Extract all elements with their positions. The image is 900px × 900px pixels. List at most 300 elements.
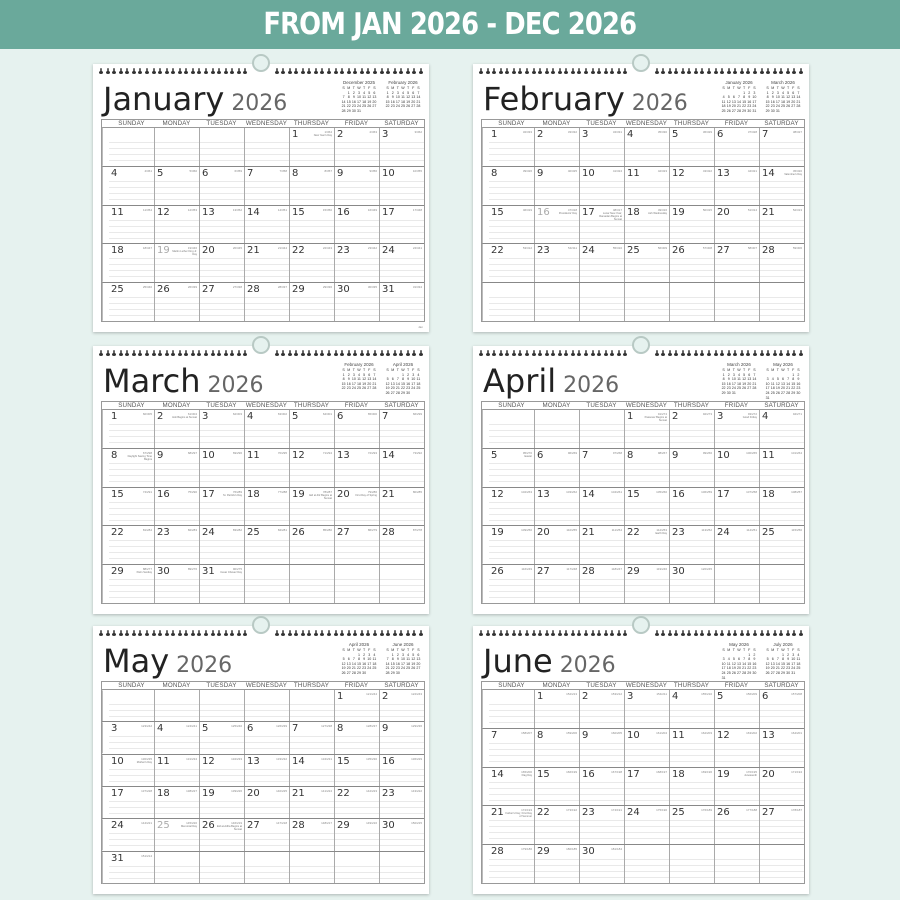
- day-cell[interactable]: [759, 690, 804, 728]
- day-cell[interactable]: [624, 449, 669, 487]
- day-cell[interactable]: [289, 787, 334, 818]
- mini-date: 12: [362, 377, 367, 382]
- day-cell[interactable]: [109, 787, 154, 818]
- day-cell[interactable]: [109, 449, 154, 487]
- day-cell[interactable]: [334, 128, 379, 166]
- day-cell[interactable]: [199, 565, 244, 603]
- day-cell[interactable]: [199, 755, 244, 786]
- coil-icon: [380, 630, 384, 636]
- date-number: 13: [202, 206, 215, 218]
- day-cell[interactable]: [579, 729, 624, 767]
- day-cell[interactable]: [199, 852, 244, 883]
- day-cell[interactable]: [534, 806, 579, 844]
- day-cell[interactable]: [334, 449, 379, 487]
- day-cell[interactable]: [334, 690, 379, 721]
- day-cell[interactable]: [154, 488, 199, 526]
- day-cell[interactable]: [334, 488, 379, 526]
- day-cell[interactable]: [579, 768, 624, 806]
- day-cell[interactable]: [334, 565, 379, 603]
- mini-date: 2: [797, 372, 800, 377]
- day-cell[interactable]: [109, 819, 154, 850]
- mini-date: 20: [372, 99, 377, 104]
- day-cell[interactable]: [714, 690, 759, 728]
- day-cell[interactable]: [759, 526, 804, 564]
- day-cell[interactable]: [289, 167, 334, 205]
- day-cell[interactable]: [289, 526, 334, 564]
- day-of-year: 79/286: [367, 489, 377, 494]
- date-number: 7: [582, 449, 589, 461]
- day-cell[interactable]: [244, 283, 289, 321]
- day-cell[interactable]: [289, 722, 334, 753]
- day-cell[interactable]: [109, 565, 154, 603]
- mini-date: 22: [780, 666, 785, 671]
- coil-icon: [152, 630, 156, 636]
- week-row: [482, 448, 804, 487]
- day-cell[interactable]: [289, 690, 334, 721]
- day-cell[interactable]: [489, 690, 534, 728]
- day-of-year: 4/361: [144, 168, 152, 173]
- day-cell[interactable]: [154, 787, 199, 818]
- day-cell[interactable]: [624, 488, 669, 526]
- weekday-header-monday: MONDAY: [542, 682, 571, 689]
- day-cell[interactable]: [109, 755, 154, 786]
- day-cell[interactable]: [624, 283, 669, 321]
- day-cell[interactable]: [489, 845, 534, 883]
- day-cell[interactable]: [199, 787, 244, 818]
- day-cell[interactable]: [489, 167, 534, 205]
- day-cell[interactable]: [759, 167, 804, 205]
- coil-icon: [106, 350, 110, 356]
- day-cell[interactable]: [759, 410, 804, 448]
- mini-date: 24: [400, 666, 405, 671]
- week-row: [102, 166, 424, 205]
- date-number: 6: [202, 167, 209, 179]
- day-cell[interactable]: [759, 845, 804, 883]
- day-cell[interactable]: [154, 819, 199, 850]
- day-cell[interactable]: [759, 565, 804, 603]
- holiday-note: Ash Wednesday: [648, 211, 667, 215]
- weeks: [482, 128, 804, 321]
- day-of-year: 120/245: [701, 567, 712, 572]
- day-cell[interactable]: [624, 167, 669, 205]
- day-cell[interactable]: [109, 128, 154, 166]
- day-cell[interactable]: [244, 787, 289, 818]
- day-cell[interactable]: [714, 806, 759, 844]
- day-cell[interactable]: [579, 206, 624, 244]
- day-cell[interactable]: [334, 410, 379, 448]
- mini-date: 8: [792, 377, 795, 382]
- coil-icon: [184, 350, 188, 356]
- day-cell[interactable]: [109, 526, 154, 564]
- day-cell[interactable]: [109, 722, 154, 753]
- day-cell[interactable]: [579, 488, 624, 526]
- day-cell[interactable]: [289, 410, 334, 448]
- day-cell[interactable]: [154, 244, 199, 282]
- day-cell[interactable]: [244, 128, 289, 166]
- mini-date: 17: [765, 386, 770, 391]
- day-cell[interactable]: [489, 128, 534, 166]
- day-cell[interactable]: [669, 410, 714, 448]
- day-cell[interactable]: [289, 283, 334, 321]
- holiday-note: Earth Day: [655, 532, 667, 536]
- day-cell[interactable]: [714, 768, 759, 806]
- day-cell[interactable]: [154, 565, 199, 603]
- day-cell[interactable]: [624, 806, 669, 844]
- day-cell[interactable]: [244, 526, 289, 564]
- day-cell[interactable]: [669, 167, 714, 205]
- day-cell[interactable]: [669, 244, 714, 282]
- day-cell[interactable]: [379, 410, 424, 448]
- day-cell[interactable]: [759, 768, 804, 806]
- coil-icon: [779, 68, 783, 74]
- day-of-year: 105/260: [656, 489, 667, 494]
- mini-date: 5: [412, 652, 415, 657]
- day-cell[interactable]: [624, 128, 669, 166]
- day-cell[interactable]: [759, 206, 804, 244]
- mini-date: 27: [780, 390, 785, 395]
- mini-date: 4: [771, 377, 774, 382]
- day-cell[interactable]: [244, 852, 289, 883]
- day-cell[interactable]: [579, 283, 624, 321]
- day-cell[interactable]: [109, 206, 154, 244]
- day-cell[interactable]: [534, 167, 579, 205]
- day-cell[interactable]: [579, 690, 624, 728]
- date-number: 13: [717, 167, 730, 179]
- day-cell[interactable]: [379, 787, 424, 818]
- day-cell[interactable]: [669, 206, 714, 244]
- mini-date: 15: [346, 99, 351, 104]
- day-cell[interactable]: [669, 449, 714, 487]
- weekday-header-friday: FRIDAY: [724, 682, 749, 689]
- day-cell[interactable]: [489, 488, 534, 526]
- holiday-note: Cesar Chavez Day: [220, 571, 242, 575]
- day-cell[interactable]: [714, 845, 759, 883]
- day-cell[interactable]: [534, 565, 579, 603]
- day-cell[interactable]: [759, 806, 804, 844]
- day-cell[interactable]: [579, 167, 624, 205]
- mini-date: 5: [386, 377, 389, 382]
- day-cell[interactable]: [489, 806, 534, 844]
- day-cell[interactable]: [334, 787, 379, 818]
- day-cell[interactable]: [109, 852, 154, 883]
- day-cell[interactable]: [534, 244, 579, 282]
- day-cell[interactable]: [109, 283, 154, 321]
- day-cell[interactable]: [289, 819, 334, 850]
- day-cell[interactable]: [244, 206, 289, 244]
- day-cell[interactable]: [669, 565, 714, 603]
- day-cell[interactable]: [579, 526, 624, 564]
- day-cell[interactable]: [334, 722, 379, 753]
- date-number: 13: [337, 449, 350, 461]
- day-of-year: 113/252: [701, 528, 712, 533]
- mini-date: 18: [400, 99, 405, 104]
- week-number: [102, 283, 109, 321]
- day-cell[interactable]: [334, 755, 379, 786]
- day-cell[interactable]: [289, 206, 334, 244]
- day-cell[interactable]: [489, 244, 534, 282]
- day-cell[interactable]: [489, 410, 534, 448]
- day-cell[interactable]: [579, 565, 624, 603]
- day-cell[interactable]: [534, 206, 579, 244]
- day-cell[interactable]: [244, 488, 289, 526]
- day-cell[interactable]: [244, 755, 289, 786]
- day-cell[interactable]: [489, 449, 534, 487]
- day-cell[interactable]: [154, 722, 199, 753]
- mini-date: 4: [727, 657, 730, 662]
- day-cell[interactable]: [154, 167, 199, 205]
- day-cell[interactable]: [759, 283, 804, 321]
- day-cell[interactable]: [154, 526, 199, 564]
- day-cell[interactable]: [334, 526, 379, 564]
- day-cell[interactable]: [199, 690, 244, 721]
- mini-date: 9: [753, 657, 756, 662]
- day-cell[interactable]: [714, 565, 759, 603]
- day-cell[interactable]: [489, 283, 534, 321]
- day-cell[interactable]: [534, 526, 579, 564]
- day-cell[interactable]: [669, 806, 714, 844]
- day-cell[interactable]: [669, 526, 714, 564]
- day-cell[interactable]: [624, 410, 669, 448]
- day-cell[interactable]: [489, 206, 534, 244]
- week-number: [102, 690, 109, 721]
- day-cell[interactable]: [714, 488, 759, 526]
- day-cell[interactable]: [289, 755, 334, 786]
- day-cell[interactable]: [669, 488, 714, 526]
- day-cell[interactable]: [624, 729, 669, 767]
- day-cell[interactable]: [244, 167, 289, 205]
- day-cell[interactable]: [489, 526, 534, 564]
- day-cell[interactable]: [534, 128, 579, 166]
- day-cell[interactable]: [534, 690, 579, 728]
- date-number: 30: [157, 566, 170, 578]
- mini-day-letter: T: [787, 648, 790, 652]
- day-cell[interactable]: [244, 244, 289, 282]
- day-cell[interactable]: [199, 167, 244, 205]
- mini-date: 28: [395, 390, 400, 395]
- weekday-header-thursday: THURSDAY: [673, 120, 710, 127]
- week-number: [482, 488, 489, 526]
- day-cell[interactable]: [244, 690, 289, 721]
- day-cell[interactable]: [624, 244, 669, 282]
- day-of-year: 148/217: [321, 821, 332, 826]
- mini-day-letter: M: [391, 648, 395, 652]
- day-cell[interactable]: [534, 410, 579, 448]
- coil-icon: [597, 350, 601, 356]
- day-of-year: 104/261: [611, 489, 622, 494]
- day-cell[interactable]: [109, 167, 154, 205]
- day-cell[interactable]: [489, 729, 534, 767]
- day-cell[interactable]: [199, 526, 244, 564]
- day-cell[interactable]: [199, 449, 244, 487]
- day-cell[interactable]: [669, 128, 714, 166]
- mini-day-letter: T: [396, 86, 399, 90]
- day-cell[interactable]: [289, 488, 334, 526]
- coil-icon: [145, 68, 149, 74]
- day-cell[interactable]: [759, 244, 804, 282]
- day-of-year: 83/282: [232, 528, 242, 533]
- mini-date: 1: [386, 90, 389, 95]
- day-cell[interactable]: [534, 488, 579, 526]
- day-cell[interactable]: [379, 852, 424, 883]
- day-cell[interactable]: [579, 128, 624, 166]
- day-cell[interactable]: [379, 167, 424, 205]
- weekday-header-saturday: SATURDAY: [764, 402, 799, 409]
- day-cell[interactable]: [759, 128, 804, 166]
- mini-date: 9: [787, 657, 790, 662]
- day-cell[interactable]: [199, 722, 244, 753]
- month-grid: [101, 681, 425, 884]
- day-cell[interactable]: [199, 128, 244, 166]
- day-cell[interactable]: [289, 244, 334, 282]
- day-cell[interactable]: [379, 206, 424, 244]
- day-cell[interactable]: [379, 526, 424, 564]
- day-cell[interactable]: [579, 244, 624, 282]
- day-cell[interactable]: [714, 410, 759, 448]
- day-cell[interactable]: [579, 806, 624, 844]
- day-cell[interactable]: [714, 206, 759, 244]
- mini-date: 21: [351, 666, 356, 671]
- day-cell[interactable]: [379, 690, 424, 721]
- day-cell[interactable]: [289, 128, 334, 166]
- day-cell[interactable]: [154, 283, 199, 321]
- day-cell[interactable]: [199, 244, 244, 282]
- day-cell[interactable]: [759, 729, 804, 767]
- day-cell[interactable]: [199, 283, 244, 321]
- day-cell[interactable]: [154, 449, 199, 487]
- weekday-header-tuesday: TUESDAY: [586, 682, 617, 689]
- day-cell[interactable]: [379, 488, 424, 526]
- day-cell[interactable]: [244, 449, 289, 487]
- day-cell[interactable]: [669, 283, 714, 321]
- day-cell[interactable]: [199, 819, 244, 850]
- mini-date: 23: [362, 666, 367, 671]
- day-cell[interactable]: [714, 526, 759, 564]
- day-cell[interactable]: [624, 565, 669, 603]
- day-cell[interactable]: [109, 690, 154, 721]
- day-cell[interactable]: [489, 768, 534, 806]
- day-cell[interactable]: [714, 167, 759, 205]
- day-cell[interactable]: [379, 819, 424, 850]
- day-cell[interactable]: [244, 565, 289, 603]
- day-cell[interactable]: [579, 410, 624, 448]
- day-cell[interactable]: [624, 206, 669, 244]
- coil-icon: [307, 68, 311, 74]
- day-cell[interactable]: [334, 819, 379, 850]
- day-cell[interactable]: [109, 488, 154, 526]
- day-cell[interactable]: [534, 768, 579, 806]
- coil-icon: [314, 630, 318, 636]
- day-of-year: 153/212: [611, 692, 622, 696]
- day-cell[interactable]: [154, 690, 199, 721]
- mini-date: 19: [765, 666, 770, 671]
- day-cell[interactable]: [579, 845, 624, 883]
- day-cell[interactable]: [669, 690, 714, 728]
- day-cell[interactable]: [759, 449, 804, 487]
- day-cell[interactable]: [154, 128, 199, 166]
- day-cell[interactable]: [154, 852, 199, 883]
- day-cell[interactable]: [379, 449, 424, 487]
- day-cell[interactable]: [199, 206, 244, 244]
- mini-date: 12: [786, 95, 791, 100]
- day-cell[interactable]: [199, 410, 244, 448]
- mini-calendar-grid: [385, 648, 421, 676]
- day-cell[interactable]: [334, 852, 379, 883]
- day-cell[interactable]: [714, 283, 759, 321]
- day-cell[interactable]: [244, 410, 289, 448]
- mini-calendar-grid: [765, 86, 801, 114]
- mini-date: 3: [722, 657, 725, 662]
- day-cell[interactable]: [154, 755, 199, 786]
- mini-date: 5: [787, 90, 790, 95]
- date-number: 24: [202, 527, 215, 539]
- day-cell[interactable]: [379, 128, 424, 166]
- day-cell[interactable]: [534, 283, 579, 321]
- day-cell[interactable]: [334, 283, 379, 321]
- day-cell[interactable]: [579, 449, 624, 487]
- date-number: 12: [717, 729, 730, 741]
- coil-icon: [604, 630, 608, 636]
- week-number: [102, 526, 109, 564]
- day-cell[interactable]: [379, 722, 424, 753]
- day-cell[interactable]: [289, 852, 334, 883]
- day-cell[interactable]: [199, 488, 244, 526]
- mini-day-letter: W: [357, 86, 361, 90]
- day-cell[interactable]: [714, 244, 759, 282]
- day-cell[interactable]: [489, 565, 534, 603]
- mini-date: 15: [721, 381, 726, 386]
- day-cell[interactable]: [534, 449, 579, 487]
- day-cell[interactable]: [244, 819, 289, 850]
- day-cell[interactable]: [669, 845, 714, 883]
- day-cell[interactable]: [379, 565, 424, 603]
- day-of-year: 139/226: [231, 788, 242, 793]
- weekday-header-friday: FRIDAY: [724, 120, 749, 127]
- day-cell[interactable]: [379, 283, 424, 321]
- day-cell[interactable]: [109, 410, 154, 448]
- day-cell[interactable]: [289, 449, 334, 487]
- day-cell[interactable]: [534, 729, 579, 767]
- day-cell[interactable]: [714, 449, 759, 487]
- mini-date: 20: [791, 99, 796, 104]
- day-cell[interactable]: [624, 845, 669, 883]
- day-cell[interactable]: [379, 244, 424, 282]
- day-cell[interactable]: [669, 729, 714, 767]
- day-cell[interactable]: [154, 410, 199, 448]
- day-cell[interactable]: [379, 755, 424, 786]
- coil-icon: [687, 630, 691, 636]
- day-cell[interactable]: [714, 729, 759, 767]
- weekday-header-wednesday: WEDNESDAY: [625, 682, 668, 689]
- day-cell[interactable]: [154, 206, 199, 244]
- day-cell[interactable]: [334, 244, 379, 282]
- day-cell[interactable]: [109, 244, 154, 282]
- day-cell[interactable]: [334, 206, 379, 244]
- day-cell[interactable]: [289, 565, 334, 603]
- day-cell[interactable]: [334, 167, 379, 205]
- day-cell[interactable]: [714, 128, 759, 166]
- day-cell[interactable]: [624, 526, 669, 564]
- date-number: 28: [762, 245, 775, 257]
- date-number: 18: [672, 768, 685, 780]
- day-cell[interactable]: [534, 845, 579, 883]
- coil-icon: [558, 350, 562, 356]
- day-cell[interactable]: [759, 488, 804, 526]
- day-cell[interactable]: [244, 722, 289, 753]
- mini-date: 23: [770, 104, 775, 109]
- day-cell[interactable]: [624, 690, 669, 728]
- day-cell[interactable]: [624, 768, 669, 806]
- day-cell[interactable]: [669, 768, 714, 806]
